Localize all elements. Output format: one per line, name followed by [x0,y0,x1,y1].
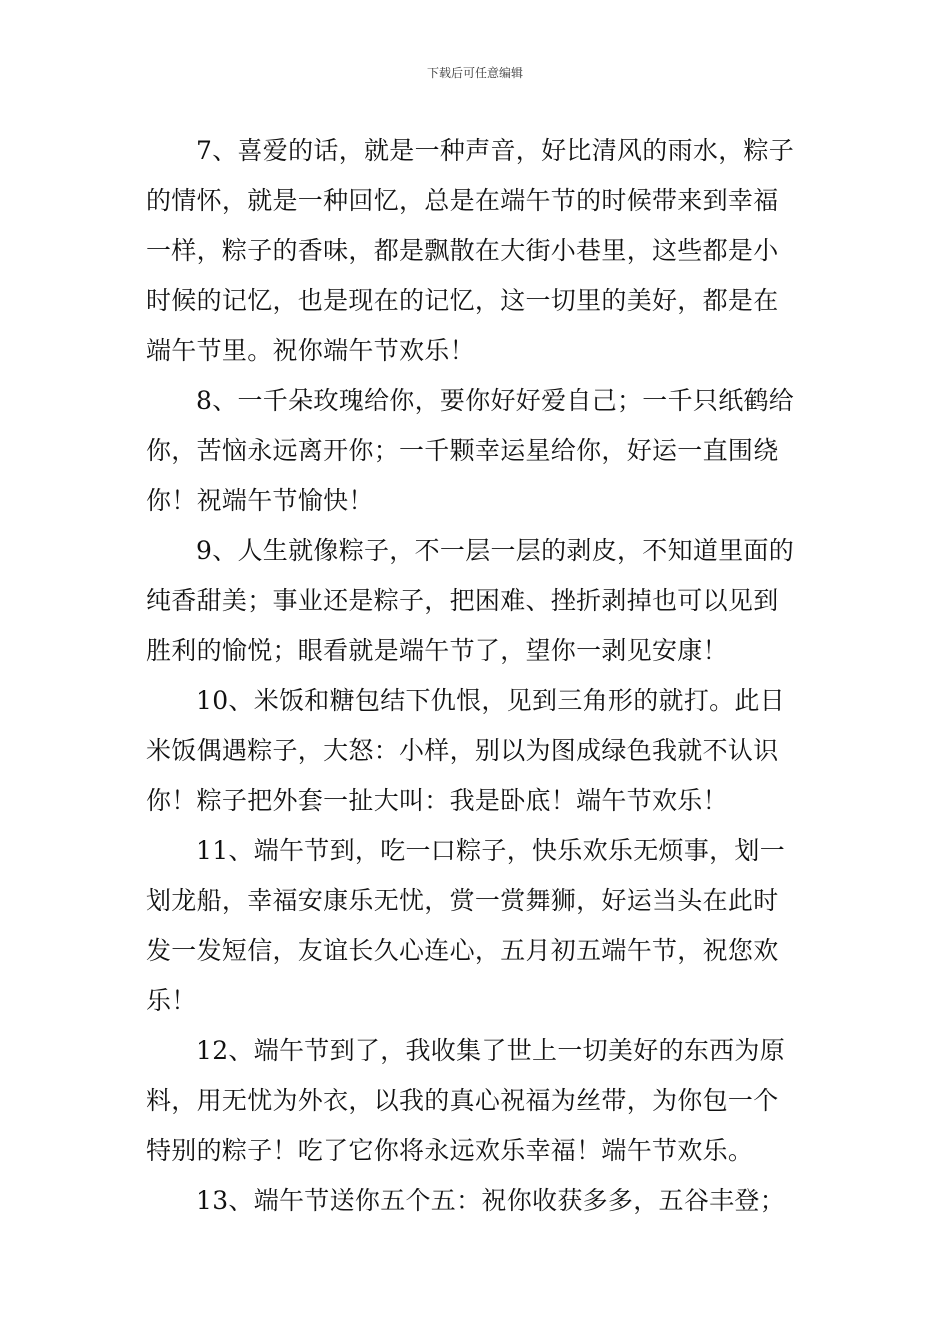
document-body [146,126,806,1226]
text-line: 9、人生就像粽子，不一层一层的剥皮，不知道里面的 [196,536,795,565]
text-line: 乐！ [146,986,197,1015]
paragraph-10 [146,676,806,826]
paragraph-13 [146,1176,806,1226]
text-line: 11、端午节到，吃一口粽子，快乐欢乐无烦事，划一 [196,836,786,865]
paragraph-8 [146,376,806,526]
text-line: 的情怀，就是一种回忆，总是在端午节的时候带来到幸福 [146,186,779,215]
text-line: 纯香甜美；事业还是粽子，把困难、挫折剥掉也可以见到 [146,586,779,615]
text-line: 发一发短信，友谊长久心连心，五月初五端午节，祝您欢 [146,936,779,965]
text-line: 料，用无忧为外衣，以我的真心祝福为丝带，为你包一个 [146,1086,779,1115]
paragraph-12 [146,1026,806,1176]
text-line: 你！祝端午节愉快！ [146,486,374,515]
paragraph-7 [146,126,806,376]
text-line: 7、喜爱的话，就是一种声音，好比清风的雨水，粽子 [196,136,795,165]
text-line: 12、端午节到了，我收集了世上一切美好的东西为原 [196,1036,786,1065]
text-line: 划龙船，幸福安康乐无忧，赏一赏舞狮，好运当头在此时 [146,886,779,915]
text-line: 胜利的愉悦；眼看就是端午节了，望你一剥见安康！ [146,636,728,665]
paragraph-9 [146,526,806,676]
text-line: 米饭偶遇粽子，大怒：小样，别以为图成绿色我就不认识 [146,736,779,765]
page-header: 下载后可任意编辑 [426,66,523,80]
text-line: 特别的粽子！吃了它你将永远欢乐幸福！端午节欢乐。 [146,1136,754,1165]
text-line: 端午节里。祝你端午节欢乐！ [146,336,475,365]
text-line: 10、米饭和糖包结下仇恨，见到三角形的就打。此日 [196,686,786,715]
paragraph-11 [146,826,806,1026]
text-line: 你，苦恼永远离开你；一千颗幸运星给你，好运一直围绕 [146,436,779,465]
text-line: 时候的记忆，也是现在的记忆，这一切里的美好，都是在 [146,286,779,315]
text-line: 一样，粽子的香味，都是飘散在大街小巷里，这些都是小 [146,236,779,265]
text-line: 8、一千朵玫瑰给你，要你好好爱自己；一千只纸鹤给 [196,386,795,415]
text-line: 你！粽子把外套一扯大叫：我是卧底！端午节欢乐！ [146,786,728,815]
text-line: 13、端午节送你五个五：祝你收获多多，五谷丰登； [196,1186,786,1215]
